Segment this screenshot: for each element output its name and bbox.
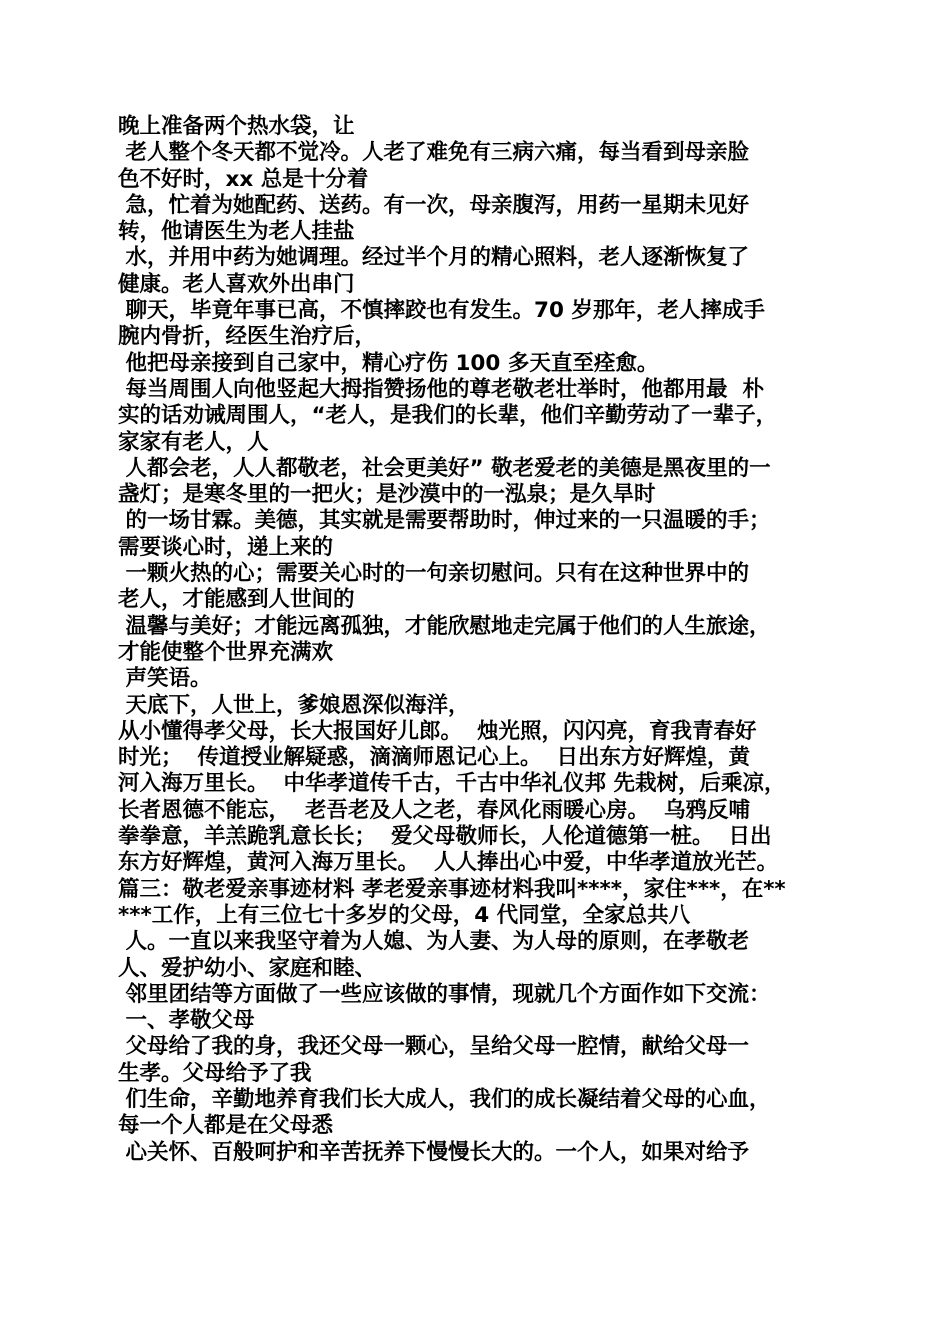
text-line: 每一个人都是在父母悉: [118, 1113, 334, 1139]
text-line: 人都会老，人人都敬老，社会更美好” 敬老爱老的美德是黑夜里的一: [118, 455, 771, 481]
text-line: 的一场甘霖。美德，其实就是需要帮助时，伸过来的一只温暖的手；: [118, 508, 771, 534]
document-body: [118, 114, 846, 1166]
text-line: 实的话劝诫周围人，“老人，是我们的长辈，他们辛勤劳动了一辈子，: [118, 403, 778, 429]
text-line: 们生命，辛勤地养育我们长大成人，我们的成长凝结着父母的心血，: [118, 1086, 771, 1112]
text-line: 东方好辉煌，黄河入海万里长。 人人捧出心中爱，中华孝道放光芒。: [118, 850, 778, 876]
text-line: 心关怀、百般呵护和辛苦抚养下慢慢长大的。一个人，如果对给予: [118, 1139, 749, 1165]
text-line: 人、爱护幼小、家庭和睦、: [118, 955, 377, 981]
text-line: 声笑语。: [118, 666, 212, 692]
text-line: 他把母亲接到自己家中，精心疗伤 100 多天直至痊愈。: [118, 350, 659, 376]
text-line: 腕内骨折，经医生治疗后，: [118, 324, 377, 350]
text-line: 温馨与美好；才能远离孤独，才能欣慰地走完属于他们的人生旅途，: [118, 613, 771, 639]
text-line: 健康。老人喜欢外出串门: [118, 271, 355, 297]
text-line: 水，并用中药为她调理。经过半个月的精心照料，老人逐渐恢复了: [118, 245, 749, 271]
text-line: 家家有老人，人: [118, 429, 269, 455]
text-line: ***工作，上有三位七十多岁的父母，4 代同堂，全家总共八: [118, 902, 691, 928]
text-line: 拳拳意，羊羔跪乳意长长； 爱父母敬师长，人伦道德第一桩。 日出: [118, 824, 772, 850]
text-line: 转，他请医生为老人挂盐: [118, 219, 355, 245]
text-line: 邻里团结等方面做了一些应该做的事情，现就几个方面作如下交流：: [118, 981, 771, 1007]
text-line: 才能使整个世界充满欢: [118, 639, 334, 665]
text-line: 生孝。父母给予了我: [118, 1060, 312, 1086]
text-line: 每当周围人向他竖起大拇指赞扬他的尊老敬老壮举时，他都用最 朴: [118, 376, 764, 402]
text-line: 急，忙着为她配药、送药。有一次，母亲腹泻，用药一星期未见好: [118, 192, 749, 218]
text-line: 从小懂得孝父母，长大报国好儿郎。 烛光照，闪闪亮，育我青春好: [118, 718, 757, 744]
text-line: 时光； 传道授业解疑惑，滴滴师恩记心上。 日出东方好辉煌，黄: [118, 745, 750, 771]
text-line: 河入海万里长。 中华孝道传千古，千古中华礼仪邦 先栽树，后乘凉，: [118, 771, 786, 797]
text-line: 天底下，人世上，爹娘恩深似海洋，: [118, 692, 470, 718]
text-line: 需要谈心时，递上来的: [118, 534, 334, 560]
text-line: 一、孝敬父母: [118, 1008, 255, 1034]
text-line: 色不好时，xx 总是十分着: [118, 166, 369, 192]
text-line: 一颗火热的心；需要关心时的一句亲切慰问。只有在这种世界中的: [118, 561, 749, 587]
text-line: 人。一直以来我坚守着为人媳、为人妻、为人母的原则，在孝敬老: [118, 929, 749, 955]
text-line: 父母给了我的身，我还父母一颗心，呈给父母一腔情，献给父母一: [118, 1034, 749, 1060]
text-line: 盏灯；是寒冬里的一把火；是沙漠中的一泓泉；是久旱时: [118, 482, 656, 508]
text-line: 老人整个冬天都不觉冷。人老了难免有三病六痛，每当看到母亲脸: [118, 140, 749, 166]
text-line: 篇三：敬老爱亲事迹材料 孝老爱亲事迹材料我叫****，家住***，在**: [118, 876, 786, 902]
text-line: 晚上准备两个热水袋，让: [118, 114, 355, 139]
text-line: 聊天，毕竟年事已高，不慎摔跤也有发生。70 岁那年，老人摔成手: [118, 298, 765, 324]
text-line: 老人，才能感到人世间的: [118, 587, 355, 613]
text-line: 长者恩德不能忘， 老吾老及人之老，春风化雨暖心房。 乌鸦反哺: [118, 797, 750, 823]
